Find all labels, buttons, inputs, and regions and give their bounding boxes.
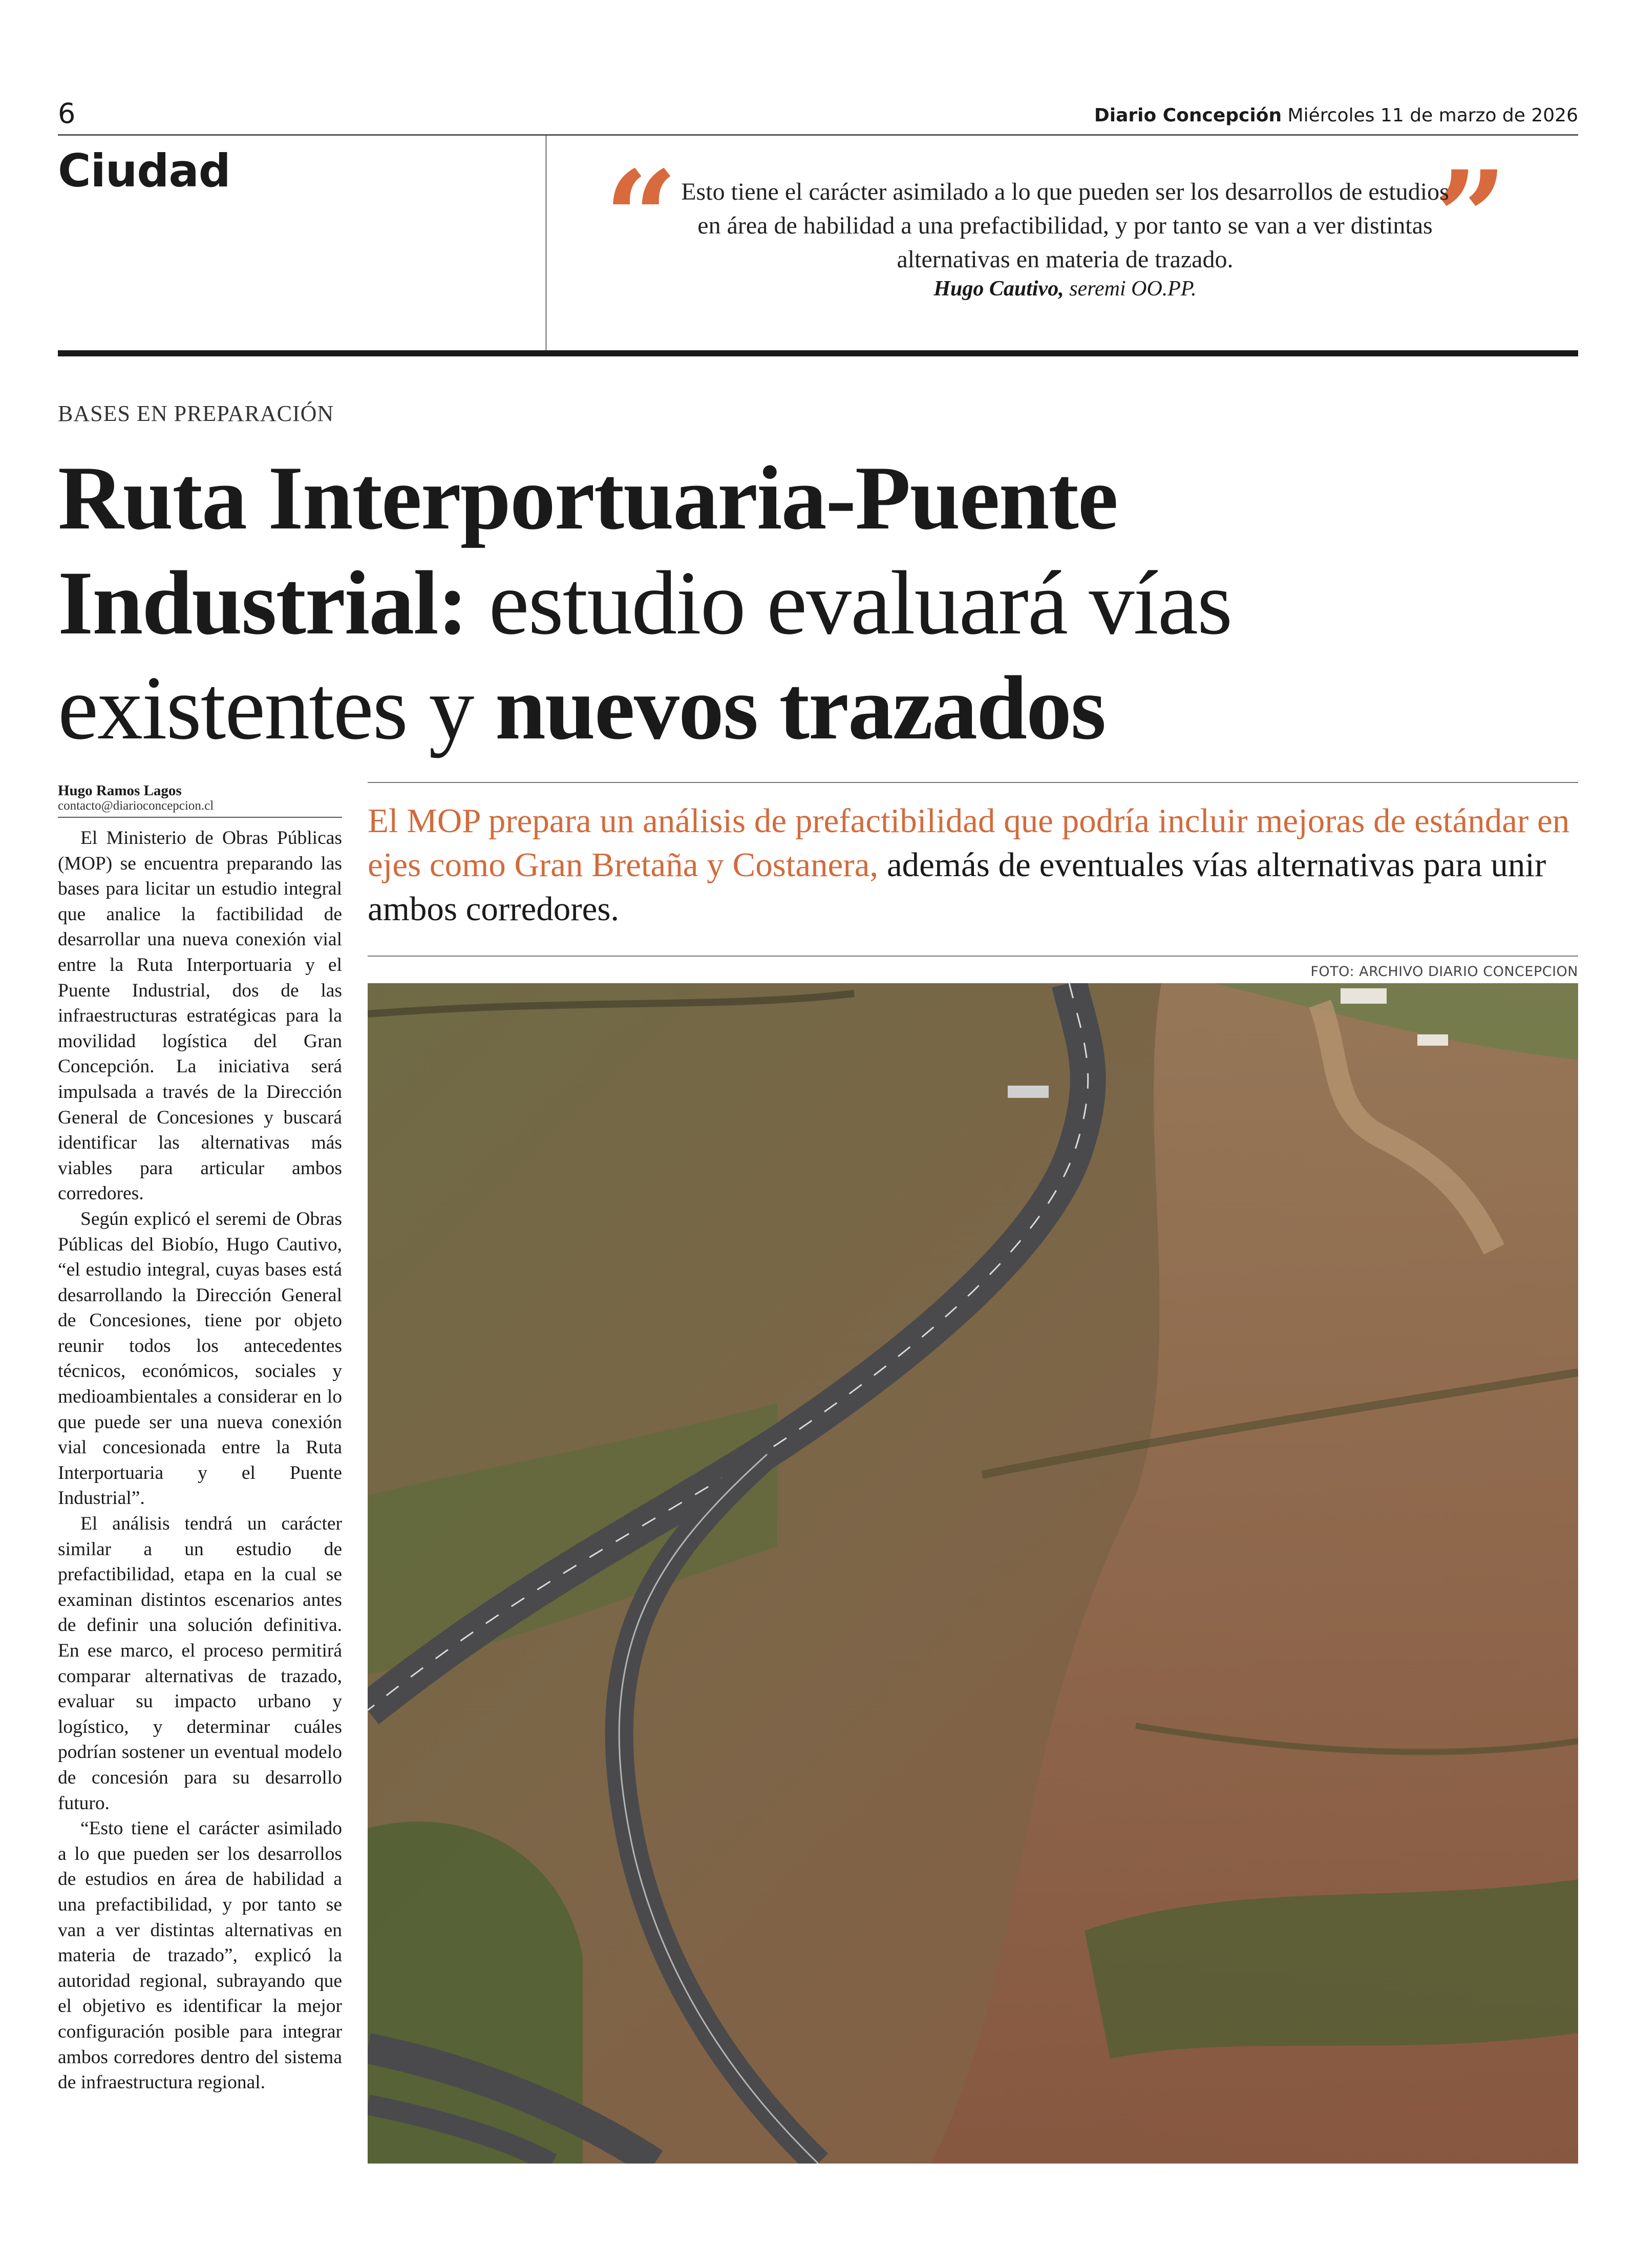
byline-author: Hugo Ramos Lagos: [58, 782, 182, 799]
headline-regular-part: estudio evaluará vías existentes y: [58, 552, 1232, 758]
dateline: [1094, 105, 1578, 126]
headline: [58, 446, 1543, 760]
headline-bold-part-2: nuevos trazados: [495, 657, 1106, 758]
header-thick-rule: [58, 350, 1578, 356]
aerial-highway-photo: [368, 983, 1578, 2164]
deck-rule-bottom: [368, 956, 1578, 957]
deck: [368, 799, 1578, 931]
top-rule: [58, 134, 1578, 136]
open-quote-icon: “: [604, 142, 678, 293]
photo-credit: FOTO: ARCHIVO DIARIO CONCEPCION: [1310, 964, 1578, 980]
issue-date: Miércoles 11 de marzo de 2026: [1287, 105, 1578, 126]
body-paragraph: El Ministerio de Obras Públicas (MOP) se encuentra preparando las bases para licitar un estudio integral que analice la factibilidad de desarrollar una nueva conexión vial entre la Ruta Interportuaria y el Puente Industrial, dos de las infraestructuras estratégicas para la movilidad logística del Gran Concepción. La iniciativa será impulsada a través de la Dirección General de Concesiones y buscará identificar las alternativas más viables para articular ambos corredores.: [58, 828, 342, 1204]
quote-role: seremi OO.PP.: [1069, 277, 1197, 301]
body-paragraph: “Esto tiene el carácter asimilado a lo que pueden ser los desarrollos de estudios en área de habilidad a una prefactibilidad, y por tanto se van a ver distintas alternativas en materia de trazado”, explicó la autoridad regional, subrayando que el objetivo es identificar la mejor configuración posible para integrar ambos corredores dentro del sistema de infraestructura regional.: [58, 1818, 342, 2093]
pull-quote-attribution: [681, 277, 1449, 301]
quote-author: Hugo Cautivo,: [933, 277, 1064, 301]
column-divider: [545, 136, 547, 351]
body-paragraph: El análisis tendrá un carácter similar a un estudio de prefactibilidad, etapa en la cual se examinan distintos escenarios antes de definir una solución definitiva. En ese marco, el proceso permitirá comparar alternativas de trazado, evaluar su impacto urbano y logístico, y determinar cuáles podrían sostener un eventual modelo de concesión para su desarrollo futuro.: [58, 1513, 342, 1814]
kicker: BASES EN PREPARACIÓN: [58, 401, 334, 426]
pull-quote-text: Esto tiene el carácter asimilado a lo que pueden ser los desarrollos de estudios en área de habilidad a una prefactibilidad, y por tanto se van a ver distintas alternativas en materia de trazado.: [681, 178, 1449, 273]
deck-highlight: El MOP prepara un análisis de prefactibilidad que podría incluir mejoras de estándar en ejes como Gran Bretaña y Costanera,: [368, 802, 1570, 884]
article-body: [58, 825, 342, 2095]
byline-email[interactable]: contacto@diarioconcepcion.cl: [58, 799, 214, 813]
headline-bold-part-1: Ruta Interportuaria-Puente Industrial:: [58, 447, 1117, 653]
byline-rule: [58, 817, 342, 818]
section-title: Ciudad: [58, 144, 230, 197]
newspaper-name: Diario Concepción: [1094, 105, 1282, 126]
body-paragraph: Según explicó el seremi de Obras Públicas del Biobío, Hugo Cautivo, “el estudio integral, cuyas bases está desarrollando la Dirección General de Concesiones, tiene por objeto reunir todos los antecedentes técnicos, económicos, sociales y medioambientales a considerar en lo que puede ser una nueva conexión vial concesionada entre la Ruta Interportuaria y el Puente Industrial”.: [58, 1208, 342, 1509]
close-quote-icon: ”: [1434, 142, 1507, 293]
deck-text: además de eventuales vías alternativas para unir ambos corredores.: [368, 846, 1546, 928]
page-number: 6: [58, 97, 76, 130]
deck-rule-top: [368, 782, 1578, 783]
